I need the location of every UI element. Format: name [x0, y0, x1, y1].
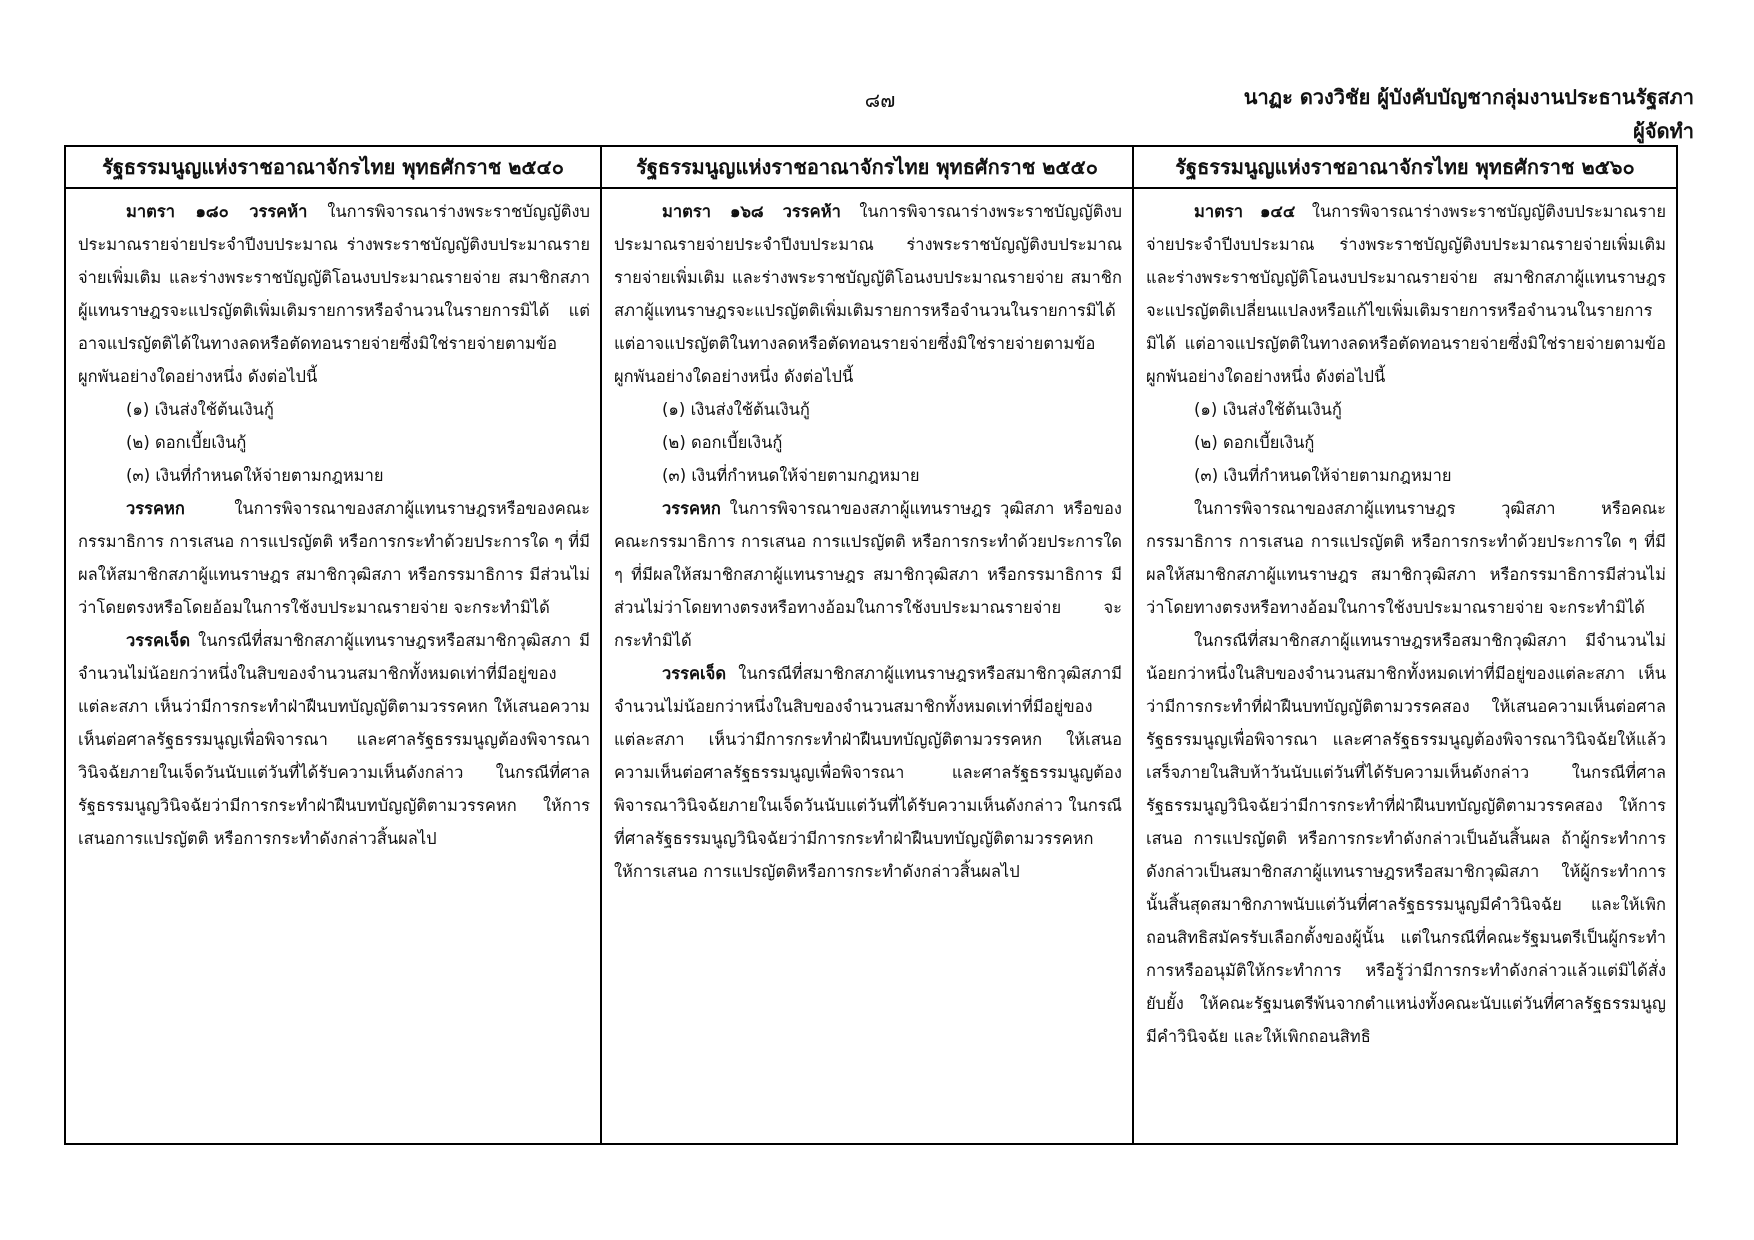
column-heading-2560: รัฐธรรมนูญแห่งราชอาณาจักรไทย พุทธศักราช ๒๕๖๐ — [1133, 146, 1677, 188]
paragraph-text: (๑) เงินส่งใช้ต้นเงินกู้ — [662, 400, 810, 419]
paragraph-text: ในการพิจารณาร่างพระราชบัญญัติงบประมาณรายจ่ายประจำปีงบประมาณ ร่างพระราชบัญญัติงบประมาณรายจ่ายเพิ่มเติม และร่างพระราชบัญญัติโอนงบประมาณรายจ่าย สมาชิกสภาผู้แทนราษฎรจะแปรญัตติเพิ่มเติมรายการหรือจำนวนในรายการมิได้ แต่อาจแปรญัตติได้ในทางลดหรือตัดทอนรายจ่ายซึ่งมิใช่รายจ่ายตามข้อผูกพันอย่างใดอย่างหนึ่ง ดังต่อไปนี้ — [78, 202, 590, 386]
list-item — [1146, 459, 1666, 492]
paragraph-text: (๓) เงินที่กำหนดให้จ่ายตามกฎหมาย — [1194, 466, 1452, 485]
column-heading-2540: รัฐธรรมนูญแห่งราชอาณาจักรไทย พุทธศักราช ๒๕๔๐ — [65, 146, 601, 188]
paragraph-text: (๓) เงินที่กำหนดให้จ่ายตามกฎหมาย — [662, 466, 920, 485]
paragraph-lead: มาตรา ๑๖๘ วรรคห้า — [662, 202, 841, 221]
list-item — [78, 459, 590, 492]
paragraph-text: (๓) เงินที่กำหนดให้จ่ายตามกฎหมาย — [126, 466, 384, 485]
list-item — [78, 393, 590, 426]
paragraph-text: (๑) เงินส่งใช้ต้นเงินกู้ — [126, 400, 274, 419]
list-item — [614, 426, 1122, 459]
paragraph-lead: มาตรา ๑๘๐ วรรคห้า — [126, 202, 308, 221]
paragraph-text: (๒) ดอกเบี้ยเงินกู้ — [1194, 433, 1315, 452]
list-item — [614, 393, 1122, 426]
paragraph — [614, 657, 1122, 888]
paragraph-text: ในกรณีที่สมาชิกสภาผู้แทนราษฎรหรือสมาชิกวุฒิสภา มีจำนวนไม่น้อยกว่าหนึ่งในสิบของจำนวนสมาชิกทั้งหมดเท่าที่มีอยู่ของแต่ละสภา เห็นว่ามีการกระทำฝ่าฝืนบทบัญญัติตามวรรคหก ให้เสนอความเห็นต่อศาลรัฐธรรมนูญเพื่อพิจารณา และศาลรัฐธรรมนูญต้องพิจารณาวินิจฉัยภายในเจ็ดวันนับแต่วันที่ได้รับความเห็นดังกล่าว ในกรณีที่ศาลรัฐธรรมนูญวินิจฉัยว่ามีการกระทำฝ่าฝืนบทบัญญัติตามวรรคหก ให้การเสนอการแปรญัตติ หรือการกระทำดังกล่าวสิ้นผลไป — [78, 631, 590, 848]
table-header-row — [65, 146, 1677, 188]
preparer-name: นาฏะ ดวงวิชัย ผู้บังคับบัญชากลุ่มงานประธานรัฐสภา — [1243, 85, 1694, 109]
paragraph-lead: วรรคเจ็ด — [126, 631, 191, 650]
paragraph-text: ในการพิจารณาร่างพระราชบัญญัติงบประมาณรายจ่ายประจำปีงบประมาณ ร่างพระราชบัญญัติงบประมาณรายจ่ายเพิ่มเติม และร่างพระราชบัญญัติโอนงบประมาณรายจ่าย สมาชิกสภาผู้แทนราษฎรจะแปรญัตติเปลี่ยนแปลงหรือแก้ไขเพิ่มเติมรายการหรือจำนวนในรายการมิได้ แต่อาจแปรญัตติในทางลดหรือตัดทอนรายจ่ายซึ่งมิใช่รายจ่ายตามข้อผูกพันอย่างใดอย่างหนึ่ง ดังต่อไปนี้ — [1146, 202, 1666, 386]
column-heading-2550: รัฐธรรมนูญแห่งราชอาณาจักรไทย พุทธศักราช ๒๕๕๐ — [601, 146, 1133, 188]
paragraph-lead: วรรคหก — [662, 499, 721, 518]
page-number: ๘๗ — [864, 88, 896, 112]
comparison-table — [64, 145, 1678, 1145]
paragraph — [78, 492, 590, 624]
paragraph-text: ในกรณีที่สมาชิกสภาผู้แทนราษฎรหรือสมาชิกวุฒิสภา มีจำนวนไม่น้อยกว่าหนึ่งในสิบของจำนวนสมาชิกทั้งหมดเท่าที่มีอยู่ของแต่ละสภา เห็นว่ามีการกระทำที่ฝ่าฝืนบทบัญญัติตามวรรคสอง ให้เสนอความเห็นต่อศาลรัฐธรรมนูญเพื่อพิจารณา และศาลรัฐธรรมนูญต้องพิจารณาวินิจฉัยให้แล้วเสร็จภายในสิบห้าวันนับแต่วันที่ได้รับความเห็นดังกล่าว ในกรณีที่ศาลรัฐธรรมนูญวินิจฉัยว่ามีการกระทำที่ฝ่าฝืนบทบัญญัติตามวรรคสอง ให้การเสนอ การแปรญัตติ หรือการกระทำดังกล่าวเป็นอันสิ้นผล ถ้าผู้กระทำการดังกล่าวเป็นสมาชิกสภาผู้แทนราษฎรหรือสมาชิกวุฒิสภา ให้ผู้กระทำการนั้นสิ้นสุดสมาชิกภาพนับแต่วันที่ศาลรัฐธรรมนูญมีคำวินิจฉัย และให้เพิกถอนสิทธิสมัครรับเลือกตั้งของผู้นั้น แต่ในกรณีที่คณะรัฐมนตรีเป็นผู้กระทำการหรืออนุมัติให้กระทำการ หรือรู้ว่ามีการกระทำดังกล่าวแล้วแต่มิได้สั่งยับยั้ง ให้คณะรัฐมนตรีพ้นจากตำแหน่งทั้งคณะนับแต่วันที่ศาลรัฐธรรมนูญมีคำวินิจฉัย และให้เพิกถอนสิทธิ — [1146, 631, 1666, 1046]
paragraph-lead: มาตรา ๑๔๔ — [1194, 202, 1296, 221]
preparer-credit — [1244, 80, 1694, 148]
list-item — [1146, 393, 1666, 426]
list-item — [614, 459, 1122, 492]
paragraph-text: (๑) เงินส่งใช้ต้นเงินกู้ — [1194, 400, 1342, 419]
paragraph — [614, 195, 1122, 393]
paragraph-text: ในการพิจารณาร่างพระราชบัญญัติงบประมาณรายจ่ายประจำปีงบประมาณ ร่างพระราชบัญญัติงบประมาณรายจ่ายเพิ่มเติม และร่างพระราชบัญญัติโอนงบประมาณรายจ่าย สมาชิกสภาผู้แทนราษฎรจะแปรญัตติเพิ่มเติมรายการหรือจำนวนในรายการมิได้ แต่อาจแปรญัตติในทางลดหรือตัดทอนรายจ่ายซึ่งมิใช่รายจ่ายตามข้อผูกพันอย่างใดอย่างหนึ่ง ดังต่อไปนี้ — [614, 202, 1122, 386]
column-text-2560 — [1133, 188, 1677, 1144]
list-item — [78, 426, 590, 459]
paragraph-text: (๒) ดอกเบี้ยเงินกู้ — [662, 433, 783, 452]
column-text-2550 — [601, 188, 1133, 1144]
paragraph — [1146, 492, 1666, 624]
list-item — [1146, 426, 1666, 459]
paragraph — [1146, 195, 1666, 393]
preparer-role: ผู้จัดทำ — [1633, 119, 1694, 143]
paragraph-text: ในการพิจารณาของสภาผู้แทนราษฎร วุฒิสภา หรือคณะกรรมาธิการ การเสนอ การแปรญัตติ หรือการกระทำด้วยประการใด ๆ ที่มีผลให้สมาชิกสภาผู้แทนราษฎร สมาชิกวุฒิสภา หรือกรรมาธิการมีส่วนไม่ว่าโดยทางตรงหรือทางอ้อมในการใช้งบประมาณรายจ่าย จะกระทำมิได้ — [1146, 499, 1666, 617]
paragraph — [1146, 624, 1666, 1053]
paragraph — [78, 195, 590, 393]
paragraph — [78, 624, 590, 855]
paragraph-text: ในการพิจารณาของสภาผู้แทนราษฎร วุฒิสภา หรือของคณะกรรมาธิการ การเสนอ การแปรญัตติ หรือการกระทำด้วยประการใด ๆ ที่มีผลให้สมาชิกสภาผู้แทนราษฎร สมาชิกวุฒิสภา หรือกรรมาธิการ มีส่วนไม่ว่าโดยทางตรงหรือทางอ้อมในการใช้งบประมาณรายจ่าย จะกระทำมิได้ — [614, 499, 1122, 650]
paragraph-text: ในการพิจารณาของสภาผู้แทนราษฎรหรือของคณะกรรมาธิการ การเสนอ การแปรญัตติ หรือการกระทำด้วยประการใด ๆ ที่มีผลให้สมาชิกสภาผู้แทนราษฎร สมาชิกวุฒิสภา หรือกรรมาธิการ มีส่วนไม่ว่าโดยตรงหรือโดยอ้อมในการใช้งบประมาณรายจ่าย จะกระทำมิได้ — [78, 499, 590, 617]
paragraph-text: ในกรณีที่สมาชิกสภาผู้แทนราษฎรหรือสมาชิกวุฒิสภามีจำนวนไม่น้อยกว่าหนึ่งในสิบของจำนวนสมาชิกทั้งหมดเท่าที่มีอยู่ของแต่ละสภา เห็นว่ามีการกระทำฝ่าฝืนบทบัญญัติตามวรรคหก ให้เสนอความเห็นต่อศาลรัฐธรรมนูญเพื่อพิจารณา และศาลรัฐธรรมนูญต้องพิจารณาวินิจฉัยภายในเจ็ดวันนับแต่วันที่ได้รับความเห็นดังกล่าว ในกรณีที่ศาลรัฐธรรมนูญวินิจฉัยว่ามีการกระทำฝ่าฝืนบทบัญญัติตามวรรคหก ให้การเสนอ การแปรญัตติหรือการกระทำดังกล่าวสิ้นผลไป — [614, 664, 1122, 881]
table-body-row — [65, 188, 1677, 1144]
column-text-2540 — [65, 188, 601, 1144]
paragraph-lead: วรรคหก — [126, 499, 185, 518]
paragraph — [614, 492, 1122, 657]
paragraph-text: (๒) ดอกเบี้ยเงินกู้ — [126, 433, 247, 452]
paragraph-lead: วรรคเจ็ด — [662, 664, 727, 683]
